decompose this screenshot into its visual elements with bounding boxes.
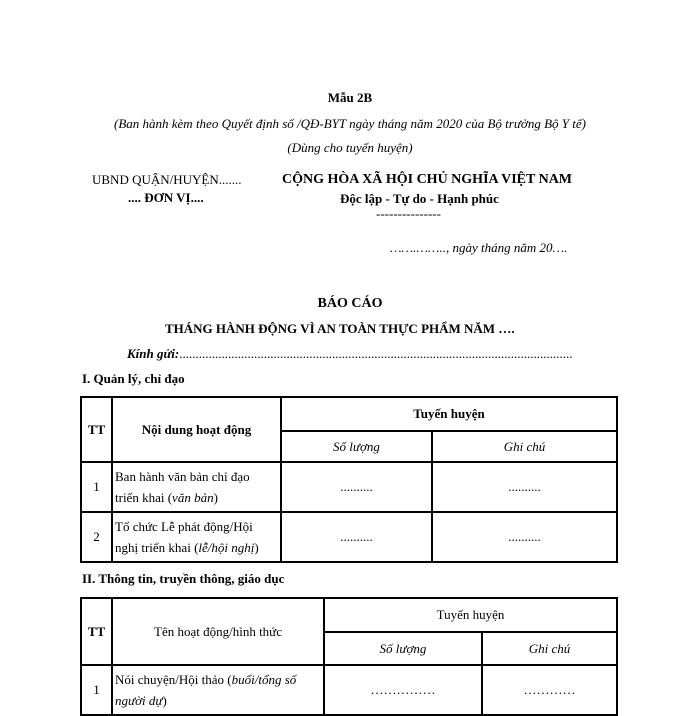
row-content-line-1: Ban hành văn bản chỉ đạo <box>115 469 250 484</box>
issuer-line-1: UBND QUẬN/HUYỆN....... <box>92 172 242 187</box>
table-row <box>81 512 617 562</box>
row-quantity-field[interactable]: …………… <box>324 665 482 715</box>
row-content-close: ) <box>213 490 218 505</box>
header-content: Nội dung hoạt động <box>112 397 281 462</box>
header-activity-name: Tên hoạt động/hình thức <box>112 598 324 665</box>
row-content-unit-2: người dự <box>115 693 163 708</box>
header-tt: TT <box>81 598 112 665</box>
header-quantity: Số lượng <box>324 632 482 665</box>
row-note-field[interactable]: .......... <box>432 462 617 512</box>
row-content <box>112 665 324 715</box>
form-code: Mẫu 2B <box>327 90 373 105</box>
table-row <box>81 665 617 715</box>
header-tt: TT <box>81 397 112 462</box>
header-quantity: Số lượng <box>281 431 432 462</box>
motto-rule: --------------- <box>376 206 441 221</box>
row-content-line-2: nghị triển khai ( <box>115 540 199 555</box>
header-district-level: Tuyến huyện <box>324 598 617 632</box>
issued-note: (Ban hành kèm theo Quyết định số /QĐ-BYT ngày tháng năm 2020 của Bộ trưởng Bộ Y tế) <box>114 116 586 131</box>
report-title: BÁO CÁO <box>317 296 383 311</box>
motto-subtitle: Độc lập - Tự do - Hạnh phúc <box>340 191 499 206</box>
section-1-heading: I. Quản lý, chỉ đạo <box>82 371 185 386</box>
row-quantity-field[interactable]: .......... <box>281 512 432 562</box>
row-content <box>112 512 281 562</box>
management-table <box>80 396 618 563</box>
recipient-line <box>127 346 572 362</box>
recipient-dots: ......................................................................................................................... <box>179 346 573 361</box>
issuer-line-2: .... ĐƠN VỊ.... <box>128 190 204 205</box>
date-line: …….…….., ngày tháng năm 20…. <box>390 240 568 255</box>
row-content-line-1: Nói chuyện/Hội thảo ( <box>115 672 232 687</box>
row-quantity-field[interactable]: .......... <box>281 462 432 512</box>
row-number: 1 <box>81 665 112 715</box>
row-content-unit: lễ/hội nghị <box>198 540 255 555</box>
national-motto: CỘNG HÒA XÃ HỘI CHỦ NGHĨA VIỆT NAM <box>282 172 573 187</box>
row-note-field[interactable]: ………… <box>482 665 617 715</box>
row-content-close: ) <box>254 540 259 555</box>
row-content-line-1: Tổ chức Lễ phát động/Hội <box>115 519 253 534</box>
row-content-line-2: triển khai ( <box>115 490 173 505</box>
table-row <box>81 462 617 512</box>
section-2-heading: II. Thông tin, truyền thông, giáo dục <box>82 571 285 586</box>
header-note: Ghi chú <box>432 431 617 462</box>
report-subtitle: THÁNG HÀNH ĐỘNG VÌ AN TOÀN THỰC PHẨM NĂM …. <box>165 321 515 336</box>
row-content-unit: văn bản <box>172 490 214 505</box>
header-note: Ghi chú <box>482 632 617 665</box>
row-content-unit: buổi/tổng số <box>231 672 297 687</box>
usage-note: (Dùng cho tuyến huyện) <box>287 140 413 155</box>
row-number: 1 <box>81 462 112 512</box>
row-content-close: ) <box>162 693 167 708</box>
row-content <box>112 462 281 512</box>
row-note-field[interactable]: .......... <box>432 512 617 562</box>
header-district-level: Tuyến huyện <box>281 397 617 431</box>
row-number: 2 <box>81 512 112 562</box>
recipient-label: Kính gửi: <box>127 346 180 361</box>
communication-table <box>80 597 618 716</box>
